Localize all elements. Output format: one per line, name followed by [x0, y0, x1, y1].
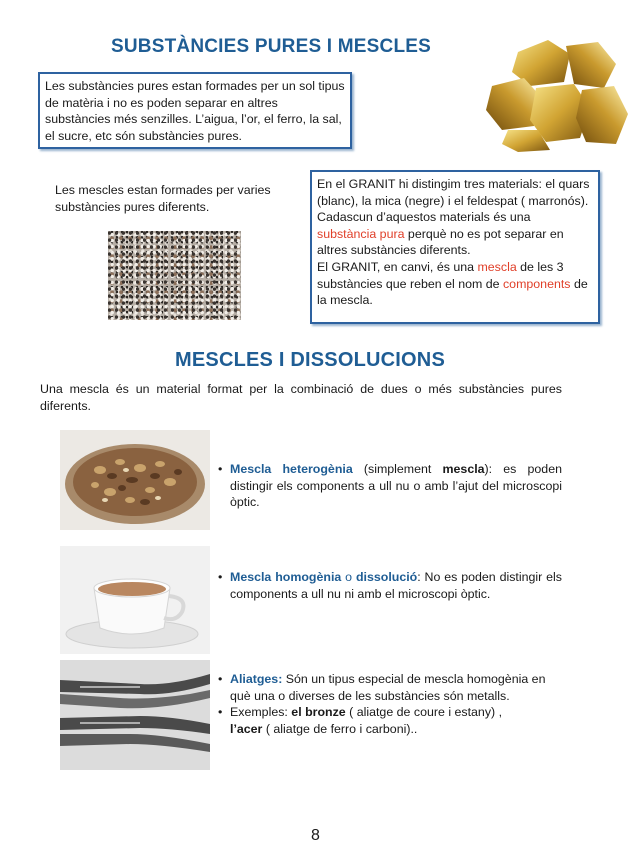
metal-forks-image — [60, 660, 210, 770]
term-mixture-bold: mescla — [442, 462, 485, 476]
alloys-examples — [218, 704, 562, 737]
alloys-examples-text-b: ( aliatge de coure i estany) , — [345, 705, 503, 720]
granite-texture-image — [108, 231, 241, 320]
term-solution: dissolució — [355, 570, 418, 584]
granite-p2-text-a: Cadascun d’aquestos materials és una — [317, 210, 531, 225]
hetero-text-a: (simplement — [352, 462, 443, 476]
alloys-examples-text-c: ( aliatge de ferro i carboni).. — [262, 721, 418, 736]
heterogeneous-mixture-item — [218, 461, 562, 511]
section-title-pure-substances: SUBSTÀNCIES PURES I MESCLES — [111, 36, 432, 57]
term-alloys: Aliatges: — [230, 672, 283, 686]
example-bronze: el bronze — [291, 705, 346, 720]
granite-paragraph-2 — [317, 209, 593, 259]
coffee-cup-image — [60, 546, 210, 654]
section-title-mixtures: MESCLES I DISSOLUCIONS — [175, 349, 445, 371]
granite-paragraph-3 — [317, 259, 593, 309]
alloys-item — [218, 671, 562, 737]
mixtures-intro-text: Una mescla és un material format per la combinació de dues o més substàncies pures diferents. — [40, 382, 562, 413]
mixtures-definition-text: Les mescles estan formades per varies substàncies pures diferents. — [55, 183, 271, 214]
highlight-mixture: mescla — [477, 259, 517, 274]
alloys-examples-label: Exemples: — [230, 705, 292, 720]
term-heterogeneous-mixture: Mescla heterogènia — [230, 462, 353, 476]
granite-explanation-box — [310, 170, 600, 324]
example-steel: l’acer — [230, 721, 263, 736]
term-or: o — [341, 570, 356, 584]
page-number: 8 — [311, 827, 320, 844]
homogeneous-mixture-item — [218, 569, 562, 602]
granite-p3-text-c: de la mescla. — [317, 276, 588, 308]
highlight-components: components — [502, 276, 571, 291]
highlight-pure-substance: substància pura — [317, 226, 405, 241]
pure-substances-box: Les substàncies pures estan formades per un sol tipus de matèria i no es poden separar en altres substàncies més senzilles. L’aigua, l’or, el ferro, la sal, el sucre, etc són substàncies pures. — [38, 72, 352, 149]
granite-p2-text-b: perquè no es pot separar en altres substàncies diferents. — [317, 226, 564, 258]
nuts-mix-image — [60, 430, 210, 530]
homo-text-b: : No es poden distingir els components a ull nu ni amb el microscopi òptic. — [230, 570, 562, 601]
granite-p3-text-b: de les 3 substàncies que reben el nom de — [317, 259, 564, 291]
alloys-text-a: Són un tipus especial de mescla homogènia en què una o diverses de les substàncies són metalls. — [230, 672, 546, 703]
granite-p3-text-a: El GRANIT, en canvi, és una — [317, 259, 478, 274]
term-homogeneous-mixture: Mescla homogènia — [230, 570, 342, 584]
gold-nuggets-image — [478, 34, 630, 154]
hetero-text-b: ): es poden distingir els components a ull nu o amb l’ajut del microscopi òptic. — [230, 462, 562, 510]
alloys-definition — [218, 671, 562, 704]
granite-paragraph-1: En el GRANIT hi distingim tres materials: el quars (blanc), la mica (negre) i el feldespat ( marronós). — [317, 177, 590, 208]
